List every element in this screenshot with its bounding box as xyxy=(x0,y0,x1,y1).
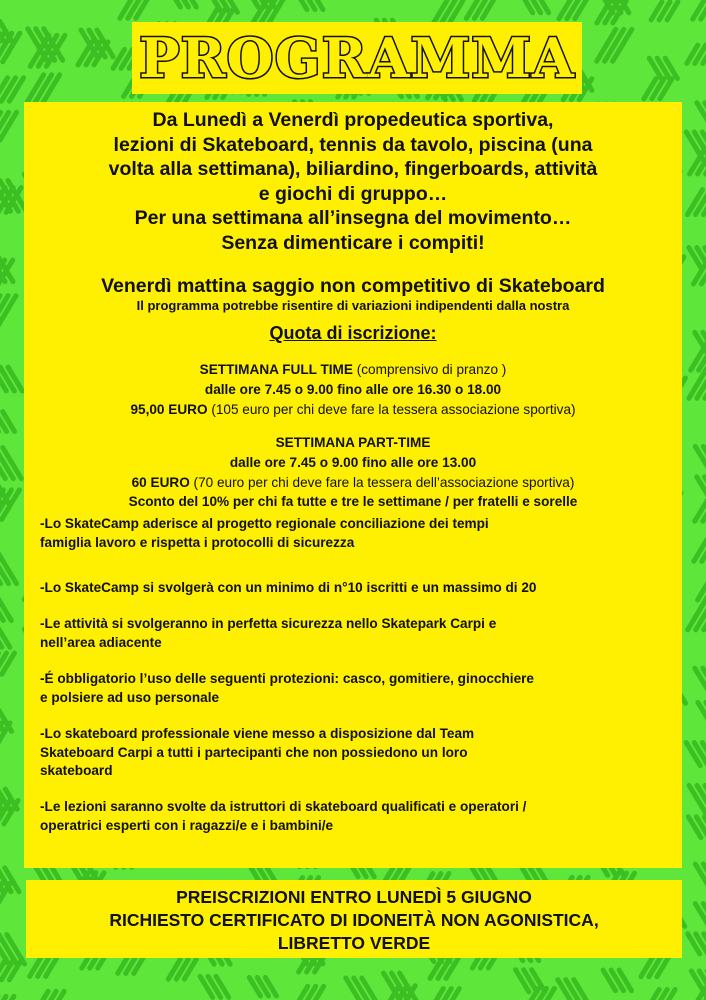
note-line: nell’area adiacente xyxy=(40,634,162,650)
intro-line: Per una settimana all’insegna del movimento… xyxy=(134,207,572,229)
intro-text xyxy=(24,108,682,255)
note-line: -Le lezioni saranno svolte da istruttori di skateboard qualificati e operatori / xyxy=(40,799,527,814)
note-line: e polsiere ad uso personale xyxy=(40,689,220,705)
part-time-price: 60 EURO xyxy=(131,474,190,490)
part-time-price-note: (70 euro per chi deve fare la tessera dell’associazione sportiva) xyxy=(189,474,575,490)
stripe-mark xyxy=(0,996,6,1000)
stripe-mark xyxy=(698,702,706,728)
variations-note: Il programma potrebbe risentire di variazioni indipendenti dalla nostra xyxy=(136,298,570,313)
note-line: famiglia lavoro e rispetta i protocolli di sicurezza xyxy=(40,534,355,550)
part-time-label: SETTIMANA PART-TIME xyxy=(275,435,431,450)
stripe-mark xyxy=(647,990,659,1000)
note-item xyxy=(40,615,680,652)
full-time-label-suffix: (comprensivo di pranzo ) xyxy=(352,362,507,377)
note-item xyxy=(40,579,680,598)
note-line: Skateboard Carpi a tutti i partecipanti che non possiedono un loro xyxy=(40,744,468,760)
stripe-mark xyxy=(294,0,307,10)
footer-text xyxy=(26,886,682,955)
note-line: -Lo SkateCamp si svolgerà con un minimo di n°10 iscritti e un massimo di 20 xyxy=(40,580,537,595)
title-banner xyxy=(132,22,582,94)
full-time-label: SETTIMANA FULL TIME xyxy=(199,362,353,377)
intro-line: e giochi di gruppo… xyxy=(258,182,448,205)
note-item xyxy=(40,670,680,707)
note-item xyxy=(40,725,680,781)
note-line: operatrici esperti con i ragazzi/e e i bambini/e xyxy=(40,817,334,833)
saggio-text: Venerdì mattina saggio non competitivo di Skateboard xyxy=(101,275,605,297)
note-line: -Lo SkateCamp aderisce al progetto regionale conciliazione dei tempi xyxy=(40,516,489,531)
note-line: skateboard xyxy=(40,763,113,778)
discount-text: Sconto del 10% per chi fa tutte e tre le settimane / per fratelli e sorelle xyxy=(128,494,578,510)
intro-line: Senza dimenticare i compiti! xyxy=(221,231,485,254)
stripe-mark xyxy=(246,0,258,7)
stripe-mark xyxy=(35,991,48,1000)
note-line: -É obbligatorio l’uso delle seguenti protezioni: casco, gomitiere, ginocchiere xyxy=(40,671,534,686)
note-item xyxy=(40,515,680,552)
stripe-mark xyxy=(294,986,308,1000)
full-time-price: 95,00 EURO xyxy=(130,401,208,417)
full-time-hours: dalle ore 7.45 o 9.00 fino alle ore 16.30 o 18.00 xyxy=(204,381,502,397)
note-line: -Lo skateboard professionale viene messo a disposizione dal Team xyxy=(40,726,475,741)
full-time-price-note: (105 euro per chi deve fare la tessera associazione sportiva) xyxy=(207,401,576,417)
footer-line: PREISCRIZIONI ENTRO LUNEDÌ 5 GIUGNO xyxy=(176,887,532,907)
intro-line: Da Lunedì a Venerdì propedeutica sportiva, xyxy=(152,109,554,131)
footer-line: LIBRETTO VERDE xyxy=(277,933,431,953)
part-time-fee xyxy=(24,433,682,512)
intro-line: volta alla settimana), biliardino, fingerboards, attività xyxy=(108,158,598,180)
part-time-hours: dalle ore 7.45 o 9.00 fino alle ore 13.00 xyxy=(229,454,477,470)
program-panel xyxy=(24,102,682,868)
footer-line: RICHIESTO CERTIFICATO DI IDONEITÀ NON AGONISTICA, xyxy=(109,910,599,930)
stripe-mark xyxy=(516,0,532,13)
footer-banner xyxy=(26,880,682,958)
note-line: -Le attività si svolgeranno in perfetta sicurezza nello Skatepark Carpi e xyxy=(40,616,497,631)
stripe-mark xyxy=(698,570,706,600)
note-item xyxy=(40,798,680,835)
fee-heading: Quota di iscrizione: xyxy=(269,323,437,343)
page-title: PROGRAMMA xyxy=(139,26,575,90)
stripe-mark xyxy=(430,989,444,1000)
intro-line: lezioni di Skateboard, tennis da tavolo, piscina (una xyxy=(113,133,593,156)
stripe-mark xyxy=(165,0,180,7)
full-time-fee xyxy=(24,360,682,419)
stripe-mark xyxy=(690,988,705,1000)
